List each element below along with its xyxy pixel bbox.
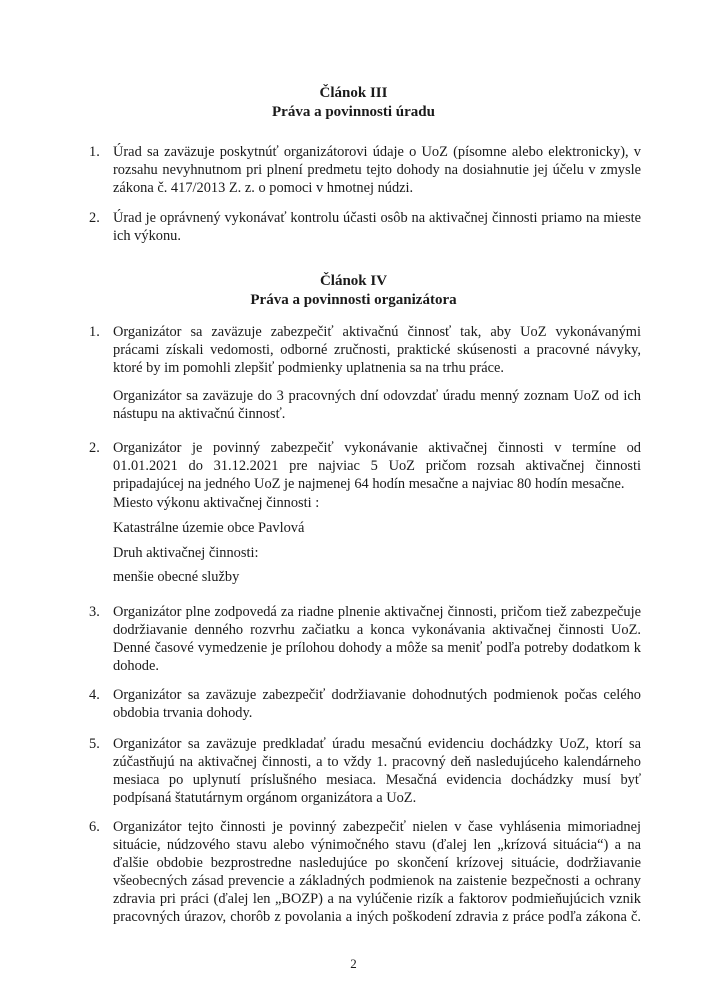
item-line: všeobecných zásad prevencie a základných podmienok na zaistenie bezpečnosti a ochrany — [113, 873, 641, 889]
article-4-item-1-paragraph-2 — [113, 387, 641, 423]
activity-place-label: Miesto výkonu aktivačnej činnosti : — [113, 495, 320, 511]
item-line: zákona č. 417/2013 Z. z. o pomoci v hmotnej núdzi. — [113, 180, 414, 196]
item-line: ktoré by im pomohli zlepšiť podmienky uplatnenia sa na trhu práce. — [113, 360, 504, 376]
item-line: zúčastňujú na aktivačnej činnosti, a to vždy 1. pracovný deň nasledujúceho kalendárneho — [113, 754, 641, 770]
item-number: 2. — [89, 440, 100, 456]
item-line: podpísaná štatutárnym orgánom organizátora a UoZ. — [113, 790, 417, 806]
item-line: pripadajúcej na jedného UoZ je najmenej 64 hodín mesačne a najviac 80 hodín mesačne. — [113, 476, 625, 492]
item-line: dodržiavanie denného rozvrhu začiatku a konca vykonávania aktivačnej činnosti UoZ. — [113, 622, 641, 638]
activity-place-value: Katastrálne územie obce Pavlová — [113, 520, 305, 536]
item-line: Organizátor plne zodpovedá za riadne plnenie aktivačnej činnosti, pričom tiež zabezpečuje — [113, 604, 641, 620]
activity-type-label: Druh aktivačnej činnosti: — [113, 545, 259, 561]
item-line: Organizátor sa zaväzuje zabezpečiť aktivačnú činnosť tak, aby UoZ vykonávanými — [113, 324, 641, 340]
item-line: nástupu na aktivačnú činnosť. — [113, 406, 286, 422]
item-line: obdobia trvania dohody. — [113, 705, 253, 721]
item-number: 1. — [89, 144, 100, 160]
item-line: Úrad je oprávnený vykonávať kontrolu účasti osôb na aktivačnej činnosti priamo na mieste — [113, 210, 641, 226]
item-line: ďalšie obdobie bezprostredne nasledujúce po skončení krízovej situácie, dodržiavanie — [113, 855, 641, 871]
item-number: 5. — [89, 736, 100, 752]
item-line: Organizátor je povinný zabezpečiť vykonávanie aktivačnej činnosti v termíne od — [113, 440, 641, 456]
article-3-subtitle: Práva a povinnosti úradu — [272, 104, 435, 120]
item-number: 6. — [89, 819, 100, 835]
item-number: 3. — [89, 604, 100, 620]
item-number: 2. — [89, 210, 100, 226]
item-line: rozsahu nevyhnutnom pri plnení predmetu tejto dohody na dosiahnutie jej účelu v zmysle — [113, 162, 641, 178]
item-line: Úrad sa zaväzuje poskytnúť organizátorovi údaje o UoZ (písomne alebo elektronicky), v — [113, 144, 641, 160]
item-line: zdravia pri práci (ďalej len „BOZP) a na vylúčenie rizík a faktorov podmieňujúcich vznik — [113, 891, 641, 907]
item-line: Denné časové vymedzenie je prílohou dohody a môže sa meniť podľa potreby dodatkom k — [113, 640, 641, 656]
item-line: ich výkonu. — [113, 228, 181, 244]
item-number: 1. — [89, 324, 100, 340]
item-line: Organizátor sa zaväzuje predkladať úradu mesačnú evidenciu dochádzky UoZ, ktorí sa — [113, 736, 641, 752]
article-4-subtitle: Práva a povinnosti organizátora — [250, 292, 457, 308]
item-line: Organizátor sa zaväzuje zabezpečiť dodržiavanie dohodnutých podmienok počas celého — [113, 687, 641, 703]
item-line: prácami získali vedomosti, odborné zručnosti, praktické skúsenosti a pracovné návyky, — [113, 342, 641, 358]
item-line: pracovných úrazov, chorôb z povolania a iných poškodení zdravia z práce podľa zákona č. — [113, 909, 641, 925]
item-number: 4. — [89, 687, 100, 703]
item-line: mesiaca po uplynutí príslušného mesiaca. Mesačná evidencia dochádzky musí byť — [113, 772, 641, 788]
activity-type-value: menšie obecné služby — [113, 569, 240, 585]
item-line: 01.01.2021 do 31.12.2021 pre najviac 5 UoZ pričom rozsah aktivačnej činnosti — [113, 458, 641, 474]
article-4-title: Článok IV — [319, 273, 388, 289]
item-line: Organizátor sa zaväzuje do 3 pracovných dní odovzdať úradu menný zoznam UoZ od ich — [113, 388, 641, 404]
page-number: 2 — [350, 956, 357, 971]
item-line: situácie, núdzového stavu alebo výnimočného stavu (ďalej len „krízová situácia“) a na — [113, 837, 641, 853]
item-line: Organizátor tejto činnosti je povinný zabezpečiť nielen v čase vyhlásenia mimoriadnej — [113, 819, 641, 835]
article-3-title: Článok III — [319, 85, 388, 101]
item-line: dohode. — [113, 658, 159, 674]
